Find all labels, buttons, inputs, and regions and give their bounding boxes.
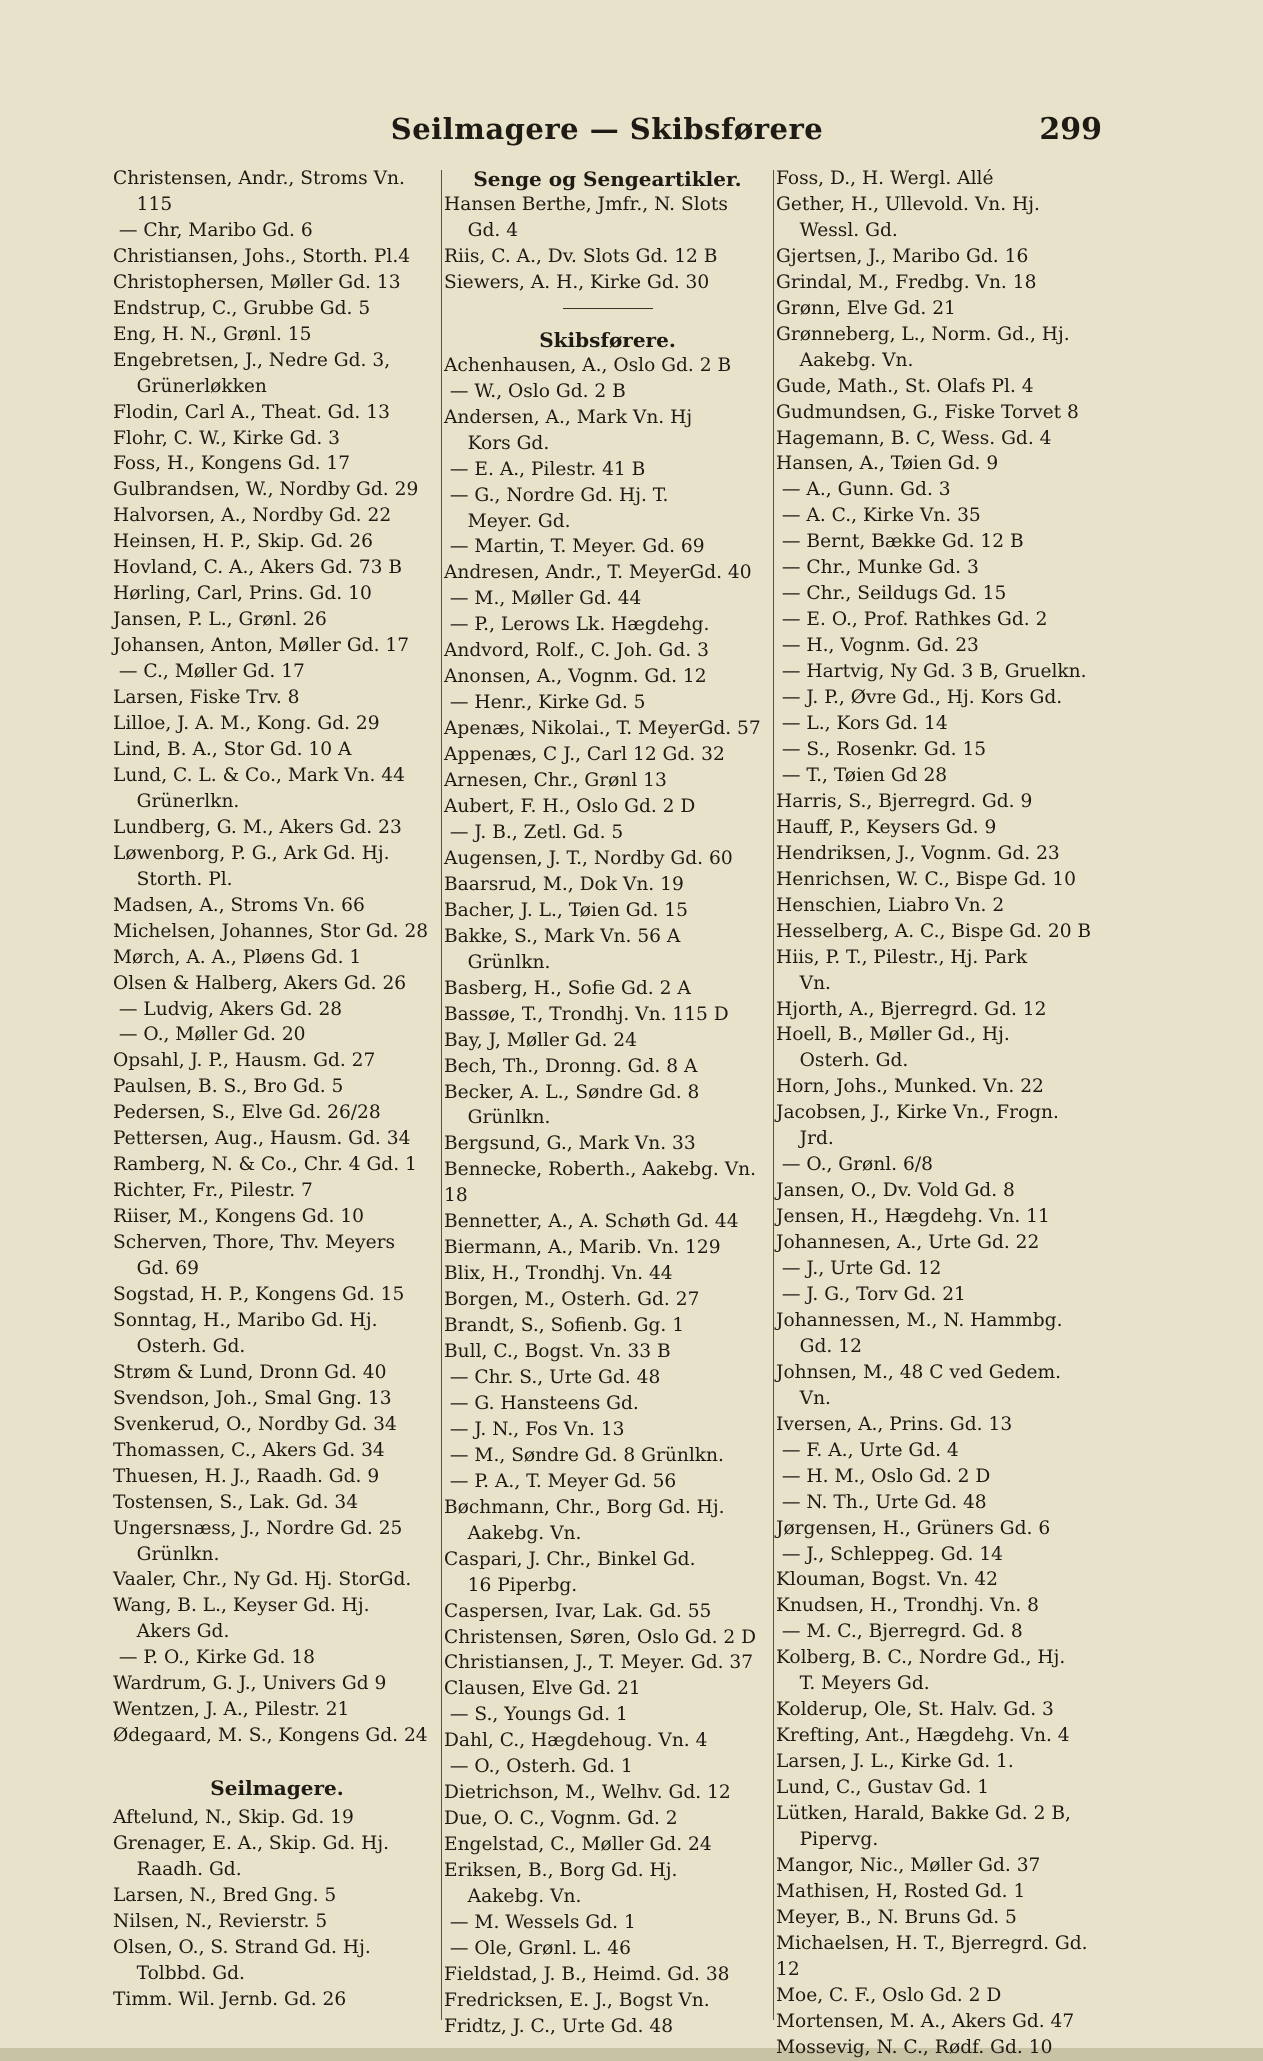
list-item: Bacher, J. L., Tøien Gd. 15 bbox=[444, 899, 688, 921]
list-item: Bech, Th., Dronng. Gd. 8 A bbox=[444, 1055, 698, 1077]
list-item: Lind, B. A., Stor Gd. 10 A bbox=[113, 738, 352, 760]
list-item: Hiis, P. T., Pilestr., Hj. Park bbox=[776, 946, 1028, 968]
list-item: Løwenborg, P. G., Ark Gd. Hj. bbox=[113, 842, 390, 864]
list-item: — S., Youngs Gd. 1 bbox=[444, 1704, 628, 1726]
list-item: Nilsen, N., Revierstr. 5 bbox=[113, 1910, 328, 1932]
list-item: Meyer, B., N. Bruns Gd. 5 bbox=[776, 1906, 1017, 1928]
list-item: — P., Lerows Lk. Hægdehg. bbox=[444, 614, 710, 636]
list-item: Krefting, Ant., Hægdehg. Vn. 4 bbox=[776, 1725, 1070, 1747]
list-item: Christiansen, J., T. Meyer. Gd. 37 bbox=[444, 1652, 754, 1674]
list-item: — P. A., T. Meyer Gd. 56 bbox=[444, 1470, 677, 1492]
list-item: — Martin, T. Meyer. Gd. 69 bbox=[444, 536, 705, 558]
list-item: Hansen, A., Tøien Gd. 9 bbox=[776, 453, 999, 475]
section-heading-seilmagere: Seilmagere. bbox=[210, 1776, 344, 1801]
list-item: Opsahl, J. P., Hausm. Gd. 27 bbox=[113, 1050, 376, 1072]
list-item: T. Meyers Gd. bbox=[776, 1673, 930, 1695]
list-item: — E. A., Pilestr. 41 B bbox=[444, 458, 646, 480]
list-item: Mangor, Nic., Møller Gd. 37 bbox=[776, 1854, 1041, 1876]
list-item: Dahl, C., Hægdehoug. Vn. 4 bbox=[444, 1730, 708, 1752]
list-item: Caspari, J. Chr., Binkel Gd. bbox=[444, 1548, 696, 1570]
entry-list bbox=[444, 353, 771, 2040]
list-item: Bassøe, T., Trondhj. Vn. 115 D bbox=[444, 1003, 729, 1025]
list-item: — J., Schleppeg. Gd. 14 bbox=[776, 1543, 1004, 1565]
list-item: — Chr., Munke Gd. 3 bbox=[776, 557, 979, 579]
entry-list bbox=[113, 166, 441, 1749]
list-item: Akers Gd. bbox=[113, 1621, 230, 1643]
list-item: Jørgensen, H., Grüners Gd. 6 bbox=[776, 1517, 1051, 1539]
list-item: Lund, C. L. & Co., Mark Vn. 44 bbox=[113, 764, 405, 786]
list-item: Grünerløkken bbox=[113, 375, 267, 397]
list-item: Harris, S., Bjerregrd. Gd. 9 bbox=[776, 790, 1033, 812]
list-item: — Chr. S., Urte Gd. 48 bbox=[444, 1366, 661, 1388]
section-heading-senge: Senge og Sengeartikler. bbox=[473, 167, 742, 191]
list-item: — M. Wessels Gd. 1 bbox=[444, 1912, 636, 1933]
list-item: Svendson, Joh., Smal Gng. 13 bbox=[113, 1387, 392, 1409]
list-item: — A. C., Kirke Vn. 35 bbox=[776, 505, 981, 527]
list-item: — Ole, Grønl. L. 46 bbox=[444, 1937, 631, 1959]
column-left bbox=[113, 166, 441, 2026]
list-item: Meyer. Gd. bbox=[444, 510, 571, 532]
list-item: Due, O. C., Vognm. Gd. 2 bbox=[444, 1808, 678, 1830]
list-item: Engelstad, C., Møller Gd. 24 bbox=[444, 1834, 712, 1856]
entry-list bbox=[113, 1805, 441, 2013]
list-item: Pipervg. bbox=[776, 1829, 879, 1850]
list-item: — J. N., Fos Vn. 13 bbox=[444, 1418, 625, 1440]
entry-list bbox=[444, 192, 771, 296]
list-item: Hendriksen, J., Vognm. Gd. 23 bbox=[776, 842, 1060, 864]
list-item: Clausen, Elve Gd. 21 bbox=[444, 1678, 641, 1700]
list-item: Grünlkn. bbox=[113, 1543, 220, 1565]
list-item: — Chr., Seildugs Gd. 15 bbox=[776, 583, 1007, 605]
list-item: Osterh. Gd. bbox=[776, 1050, 909, 1072]
list-item: Gd. 69 bbox=[113, 1258, 199, 1280]
list-item: Hovland, C. A., Akers Gd. 73 B bbox=[113, 557, 403, 579]
list-item: Gether, H., Ullevold. Vn. Hj. bbox=[776, 193, 1040, 215]
list-item: — N. Th., Urte Gd. 48 bbox=[776, 1491, 987, 1513]
list-item: Olsen, O., S. Strand Gd. Hj. bbox=[113, 1936, 371, 1958]
list-item: — O., Møller Gd. 20 bbox=[113, 1024, 306, 1046]
list-item: Hansen Berthe, Jmfr., N. Slots bbox=[444, 194, 728, 215]
list-item: Knudsen, H., Trondhj. Vn. 8 bbox=[776, 1595, 1040, 1617]
list-item: Moe, C. F., Oslo Gd. 2 D bbox=[776, 1984, 1002, 2006]
list-item: Jensen, H., Hægdehg. Vn. 11 bbox=[776, 1206, 1050, 1228]
list-item: Caspersen, Ivar, Lak. Gd. 55 bbox=[444, 1600, 712, 1622]
list-item: Riis, C. A., Dv. Slots Gd. 12 B bbox=[444, 245, 718, 267]
list-item: Foss, H., Kongens Gd. 17 bbox=[113, 453, 351, 475]
list-item: — T., Tøien Gd 28 bbox=[776, 764, 948, 786]
list-item: Ungersnæss, J., Nordre Gd. 25 bbox=[113, 1517, 403, 1539]
list-item: Olsen & Halberg, Akers Gd. 26 bbox=[113, 972, 407, 994]
list-item: Christophersen, Møller Gd. 13 bbox=[113, 271, 401, 293]
list-item: — Bernt, Bække Gd. 12 B bbox=[776, 531, 1024, 553]
list-item: Lundberg, G. M., Akers Gd. 23 bbox=[113, 816, 402, 838]
list-item: Appenæs, C J., Carl 12 Gd. 32 bbox=[444, 744, 725, 766]
list-item: Johannesen, A., Urte Gd. 22 bbox=[776, 1232, 1040, 1254]
list-item: Wentzen, J. A., Pilestr. 21 bbox=[113, 1699, 350, 1721]
list-item: Bøchmann, Chr., Borg Gd. Hj. bbox=[444, 1496, 725, 1518]
list-item: Christensen, Søren, Oslo Gd. 2 D bbox=[444, 1626, 757, 1648]
list-item: Vaaler, Chr., Ny Gd. Hj. StorGd. bbox=[113, 1569, 412, 1591]
list-item: Arnesen, Chr., Grønl 13 bbox=[444, 770, 667, 792]
list-item: Lütken, Harald, Bakke Gd. 2 B, bbox=[776, 1803, 1071, 1825]
list-item: Grønneberg, L., Norm. Gd., Hj. bbox=[776, 323, 1070, 345]
list-item: — W., Oslo Gd. 2 B bbox=[444, 380, 626, 402]
list-item: Jrd. bbox=[776, 1128, 834, 1150]
list-item: Biermann, A., Marib. Vn. 129 bbox=[444, 1237, 721, 1259]
list-item: — O., Grønl. 6/8 bbox=[776, 1154, 933, 1176]
list-item: Achenhausen, A., Oslo Gd. 2 B bbox=[444, 354, 732, 376]
list-item: — Henr., Kirke Gd. 5 bbox=[444, 692, 646, 714]
list-item: Eriksen, B., Borg Gd. Hj. bbox=[444, 1860, 678, 1882]
list-item: Hesselberg, A. C., Bispe Gd. 20 B bbox=[776, 920, 1092, 942]
list-item: — Hartvig, Ny Gd. 3 B, Gruelkn. bbox=[776, 661, 1087, 683]
list-item: Hoell, B., Møller Gd., Hj. bbox=[776, 1024, 1010, 1046]
list-item: Mossevig, N. C., Rødf. Gd. 10 bbox=[776, 2036, 1053, 2058]
list-item: Klouman, Bogst. Vn. 42 bbox=[776, 1569, 998, 1591]
list-item: — M., Møller Gd. 44 bbox=[444, 588, 642, 610]
list-item: Sonntag, H., Maribo Gd. Hj. bbox=[113, 1309, 378, 1331]
list-item: Hørling, Carl, Prins. Gd. 10 bbox=[113, 583, 372, 605]
list-item: Gude, Math., St. Olafs Pl. 4 bbox=[776, 375, 1034, 397]
list-item: Engebretsen, J., Nedre Gd. 3, bbox=[113, 349, 391, 371]
list-item: Andvord, Rolf., C. Joh. Gd. 3 bbox=[444, 640, 709, 662]
list-item: Lilloe, J. A. M., Kong. Gd. 29 bbox=[113, 713, 380, 735]
list-item: — J. G., Torv Gd. 21 bbox=[776, 1283, 966, 1305]
list-item: Wardrum, G. J., Univers Gd 9 bbox=[113, 1673, 387, 1695]
list-item: Osterh. Gd. bbox=[113, 1335, 246, 1357]
list-item: Timm. Wil. Jernb. Gd. 26 bbox=[113, 1988, 347, 2010]
list-item: 16 Piperbg. bbox=[444, 1574, 578, 1596]
list-item: Heinsen, H. P., Skip. Gd. 26 bbox=[113, 531, 373, 553]
list-item: Riiser, M., Kongens Gd. 10 bbox=[113, 1206, 365, 1228]
list-item: — S., Rosenkr. Gd. 15 bbox=[776, 738, 987, 760]
list-item: Pettersen, Aug., Hausm. Gd. 34 bbox=[113, 1128, 411, 1150]
list-item: Pedersen, S., Elve Gd. 26/28 bbox=[113, 1102, 381, 1124]
list-item: Mortensen, M. A., Akers Gd. 47 bbox=[776, 2010, 1075, 2032]
list-item: — M. C., Bjerregrd. Gd. 8 bbox=[776, 1621, 1023, 1643]
list-item: Raadh. Gd. bbox=[113, 1859, 242, 1881]
list-item: Foss, D., H. Wergl. Allé bbox=[776, 168, 994, 189]
column-rule bbox=[441, 170, 442, 2020]
list-item: Tostensen, S., Lak. Gd. 34 bbox=[113, 1491, 359, 1513]
list-item: Wessl. Gd. bbox=[776, 219, 898, 241]
list-item: — G., Nordre Gd. Hj. T. bbox=[444, 484, 669, 506]
list-item: — Ludvig, Akers Gd. 28 bbox=[113, 998, 343, 1020]
column-middle bbox=[444, 166, 771, 2037]
list-item: — Chr, Maribo Gd. 6 bbox=[113, 219, 313, 241]
list-item: Svenkerud, O., Nordby Gd. 34 bbox=[113, 1413, 397, 1435]
list-item: Johannessen, M., N. Hammbg. bbox=[776, 1309, 1063, 1331]
list-item: Andersen, A., Mark Vn. Hj bbox=[444, 406, 693, 428]
list-item: Vn. bbox=[776, 1387, 831, 1409]
list-item: Grindal, M., Fredbg. Vn. 18 bbox=[776, 271, 1037, 293]
list-item: Lund, C., Gustav Gd. 1 bbox=[776, 1777, 990, 1799]
list-item: Ødegaard, M. S., Kongens Gd. 24 bbox=[113, 1725, 428, 1747]
list-item: Fredricksen, E. J., Bogst Vn. bbox=[444, 1989, 710, 2011]
list-item: Kors Gd. bbox=[444, 432, 550, 454]
list-item: Flodin, Carl A., Theat. Gd. 13 bbox=[113, 401, 390, 423]
list-item: Augensen, J. T., Nordby Gd. 60 bbox=[444, 847, 733, 869]
list-item: Aftelund, N., Skip. Gd. 19 bbox=[113, 1807, 354, 1829]
list-item: Grünlkn. bbox=[444, 951, 551, 973]
list-item: — E. O., Prof. Rathkes Gd. 2 bbox=[776, 609, 1048, 631]
list-item: Larsen, J. L., Kirke Gd. 1. bbox=[776, 1751, 1014, 1773]
list-item: — F. A., Urte Gd. 4 bbox=[776, 1439, 959, 1461]
list-item: Eng, H. N., Grønl. 15 bbox=[113, 323, 312, 345]
list-item: Grønn, Elve Gd. 21 bbox=[776, 297, 956, 319]
list-item: — O., Osterh. Gd. 1 bbox=[444, 1756, 633, 1778]
list-item: Christensen, Andr., Stroms Vn. bbox=[113, 168, 405, 189]
list-item: Baarsrud, M., Dok Vn. 19 bbox=[444, 873, 684, 895]
list-item: — G. Hansteens Gd. bbox=[444, 1392, 639, 1414]
list-item: Brandt, S., Sofienb. Gg. 1 bbox=[444, 1315, 685, 1337]
list-item: Kolderup, Ole, St. Halv. Gd. 3 bbox=[776, 1699, 1054, 1721]
list-item: Siewers, A. H., Kirke Gd. 30 bbox=[444, 271, 710, 293]
list-item: Christiansen, Johs., Storth. Pl.4 bbox=[113, 245, 411, 267]
page-number: 299 bbox=[1039, 112, 1102, 147]
list-item: Paulsen, B. S., Bro Gd. 5 bbox=[113, 1076, 344, 1098]
list-item: Vn. bbox=[776, 972, 831, 994]
list-item: Basberg, H., Sofie Gd. 2 A bbox=[444, 977, 691, 999]
list-item: Grünerlkn. bbox=[113, 790, 240, 812]
list-item: Gudmundsen, G., Fiske Torvet 8 bbox=[776, 401, 1079, 423]
list-item: Scherven, Thore, Thv. Meyers bbox=[113, 1232, 396, 1254]
list-item: Anonsen, A., Vognm. Gd. 12 bbox=[444, 666, 707, 688]
list-item: Bakke, S., Mark Vn. 56 A bbox=[444, 925, 681, 947]
list-item: Gd. 12 bbox=[776, 1335, 862, 1357]
running-title: Seilmagere — Skibsførere bbox=[390, 112, 824, 146]
list-item: Horn, Johs., Munked. Vn. 22 bbox=[776, 1076, 1044, 1098]
list-item: Iversen, A., Prins. Gd. 13 bbox=[776, 1413, 1013, 1435]
entry-list bbox=[776, 166, 1104, 2061]
list-item: Apenæs, Nikolai., T. MeyerGd. 57 bbox=[444, 718, 761, 740]
list-item: 115 bbox=[113, 193, 173, 215]
list-item: Jansen, P. L., Grønl. 26 bbox=[113, 609, 327, 631]
list-item: Tolbbd. Gd. bbox=[113, 1962, 245, 1984]
list-item: Larsen, Fiske Trv. 8 bbox=[113, 687, 300, 709]
list-item: Fieldstad, J. B., Heimd. Gd. 38 bbox=[444, 1963, 730, 1985]
list-item: Gd. 4 bbox=[444, 219, 519, 241]
list-item: Henrichsen, W. C., Bispe Gd. 10 bbox=[776, 868, 1076, 890]
page-header bbox=[112, 108, 1102, 148]
list-item: Bergsund, G., Mark Vn. 33 bbox=[444, 1133, 696, 1155]
list-item: Flohr, C. W., Kirke Gd. 3 bbox=[113, 427, 340, 449]
list-item: Aakebg. Vn. bbox=[444, 1522, 582, 1544]
list-item: Thomassen, C., Akers Gd. 34 bbox=[113, 1439, 385, 1461]
section-divider bbox=[563, 308, 653, 309]
list-item: Sogstad, H. P., Kongens Gd. 15 bbox=[113, 1283, 405, 1305]
list-item: Jansen, O., Dv. Vold Gd. 8 bbox=[776, 1180, 1015, 1202]
list-item: Andresen, Andr., T. MeyerGd. 40 bbox=[444, 562, 752, 584]
list-item: Bay, J, Møller Gd. 24 bbox=[444, 1029, 637, 1051]
list-item: Grenager, E. A., Skip. Gd. Hj. bbox=[113, 1833, 390, 1855]
list-item: Hagemann, B. C, Wess. Gd. 4 bbox=[776, 427, 1052, 449]
list-item: Bennetter, A., A. Schøth Gd. 44 bbox=[444, 1211, 739, 1233]
list-item: Michelsen, Johannes, Stor Gd. 28 bbox=[113, 920, 429, 942]
list-item: Aakebg. Vn. bbox=[444, 1886, 582, 1908]
list-item: Thuesen, H. J., Raadh. Gd. 9 bbox=[113, 1465, 380, 1487]
list-item: Mathisen, H, Rosted Gd. 1 bbox=[776, 1880, 1026, 1902]
list-item: — L., Kors Gd. 14 bbox=[776, 713, 948, 735]
list-item: Dietrichson, M., Welhv. Gd. 12 bbox=[444, 1782, 731, 1804]
list-item: Michaelsen, H. T., Bjerregrd. Gd. 12 bbox=[776, 1932, 1094, 1980]
list-item: Bennecke, Roberth., Aakebg. Vn. 18 bbox=[444, 1159, 762, 1207]
list-item: Grünlkn. bbox=[444, 1107, 551, 1129]
list-item: Bull, C., Bogst. Vn. 33 B bbox=[444, 1341, 671, 1363]
list-item: — J. B., Zetl. Gd. 5 bbox=[444, 821, 624, 843]
list-item: — H., Vognm. Gd. 23 bbox=[776, 635, 979, 657]
column-right bbox=[776, 166, 1104, 2058]
list-item: — P. O., Kirke Gd. 18 bbox=[113, 1647, 316, 1669]
list-item: Storth. Pl. bbox=[113, 868, 233, 890]
list-item: Ramberg, N. & Co., Chr. 4 Gd. 1 bbox=[113, 1154, 417, 1176]
list-item: Gjertsen, J., Maribo Gd. 16 bbox=[776, 245, 1029, 267]
section-heading-skibsforere: Skibsførere. bbox=[539, 327, 676, 352]
list-item: — J., Urte Gd. 12 bbox=[776, 1258, 942, 1280]
list-item: Becker, A. L., Søndre Gd. 8 bbox=[444, 1081, 700, 1103]
list-item: — A., Gunn. Gd. 3 bbox=[776, 479, 951, 501]
list-item: Hauff, P., Keysers Gd. 9 bbox=[776, 816, 997, 838]
column-rule bbox=[773, 170, 774, 2020]
list-item: Endstrup, C., Grubbe Gd. 5 bbox=[113, 297, 371, 319]
list-item: Blix, H., Trondhj. Vn. 44 bbox=[444, 1263, 673, 1285]
list-item: Johansen, Anton, Møller Gd. 17 bbox=[113, 635, 410, 657]
list-item: Gulbrandsen, W., Nordby Gd. 29 bbox=[113, 479, 419, 501]
list-item: Wang, B. L., Keyser Gd. Hj. bbox=[113, 1595, 370, 1617]
list-item: Halvorsen, A., Nordby Gd. 22 bbox=[113, 505, 392, 527]
list-item: Mørch, A. A., Pløens Gd. 1 bbox=[113, 946, 362, 968]
list-item: Kolberg, B. C., Nordre Gd., Hj. bbox=[776, 1647, 1066, 1669]
list-item: Henschien, Liabro Vn. 2 bbox=[776, 894, 1005, 916]
list-item: Aakebg. Vn. bbox=[776, 349, 914, 371]
list-item: — C., Møller Gd. 17 bbox=[113, 661, 305, 683]
list-item: Richter, Fr., Pilestr. 7 bbox=[113, 1180, 313, 1202]
list-item: Borgen, M., Osterh. Gd. 27 bbox=[444, 1289, 700, 1311]
list-item: — H. M., Oslo Gd. 2 D bbox=[776, 1465, 991, 1487]
list-item: — M., Søndre Gd. 8 Grünlkn. bbox=[444, 1444, 724, 1466]
list-item: Hjorth, A., Bjerregrd. Gd. 12 bbox=[776, 998, 1047, 1020]
list-item: — J. P., Øvre Gd., Hj. Kors Gd. bbox=[776, 687, 1063, 709]
list-item: Larsen, N., Bred Gng. 5 bbox=[113, 1885, 337, 1906]
list-item: Fridtz, J. C., Urte Gd. 48 bbox=[444, 2015, 674, 2037]
list-item: Strøm & Lund, Dronn Gd. 40 bbox=[113, 1361, 387, 1383]
list-item: Johnsen, M., 48 C ved Gedem. bbox=[776, 1361, 1062, 1383]
list-item: Madsen, A., Stroms Vn. 66 bbox=[113, 894, 365, 916]
list-item: Aubert, F. H., Oslo Gd. 2 D bbox=[444, 796, 696, 818]
list-item: Jacobsen, J., Kirke Vn., Frogn. bbox=[776, 1102, 1059, 1124]
